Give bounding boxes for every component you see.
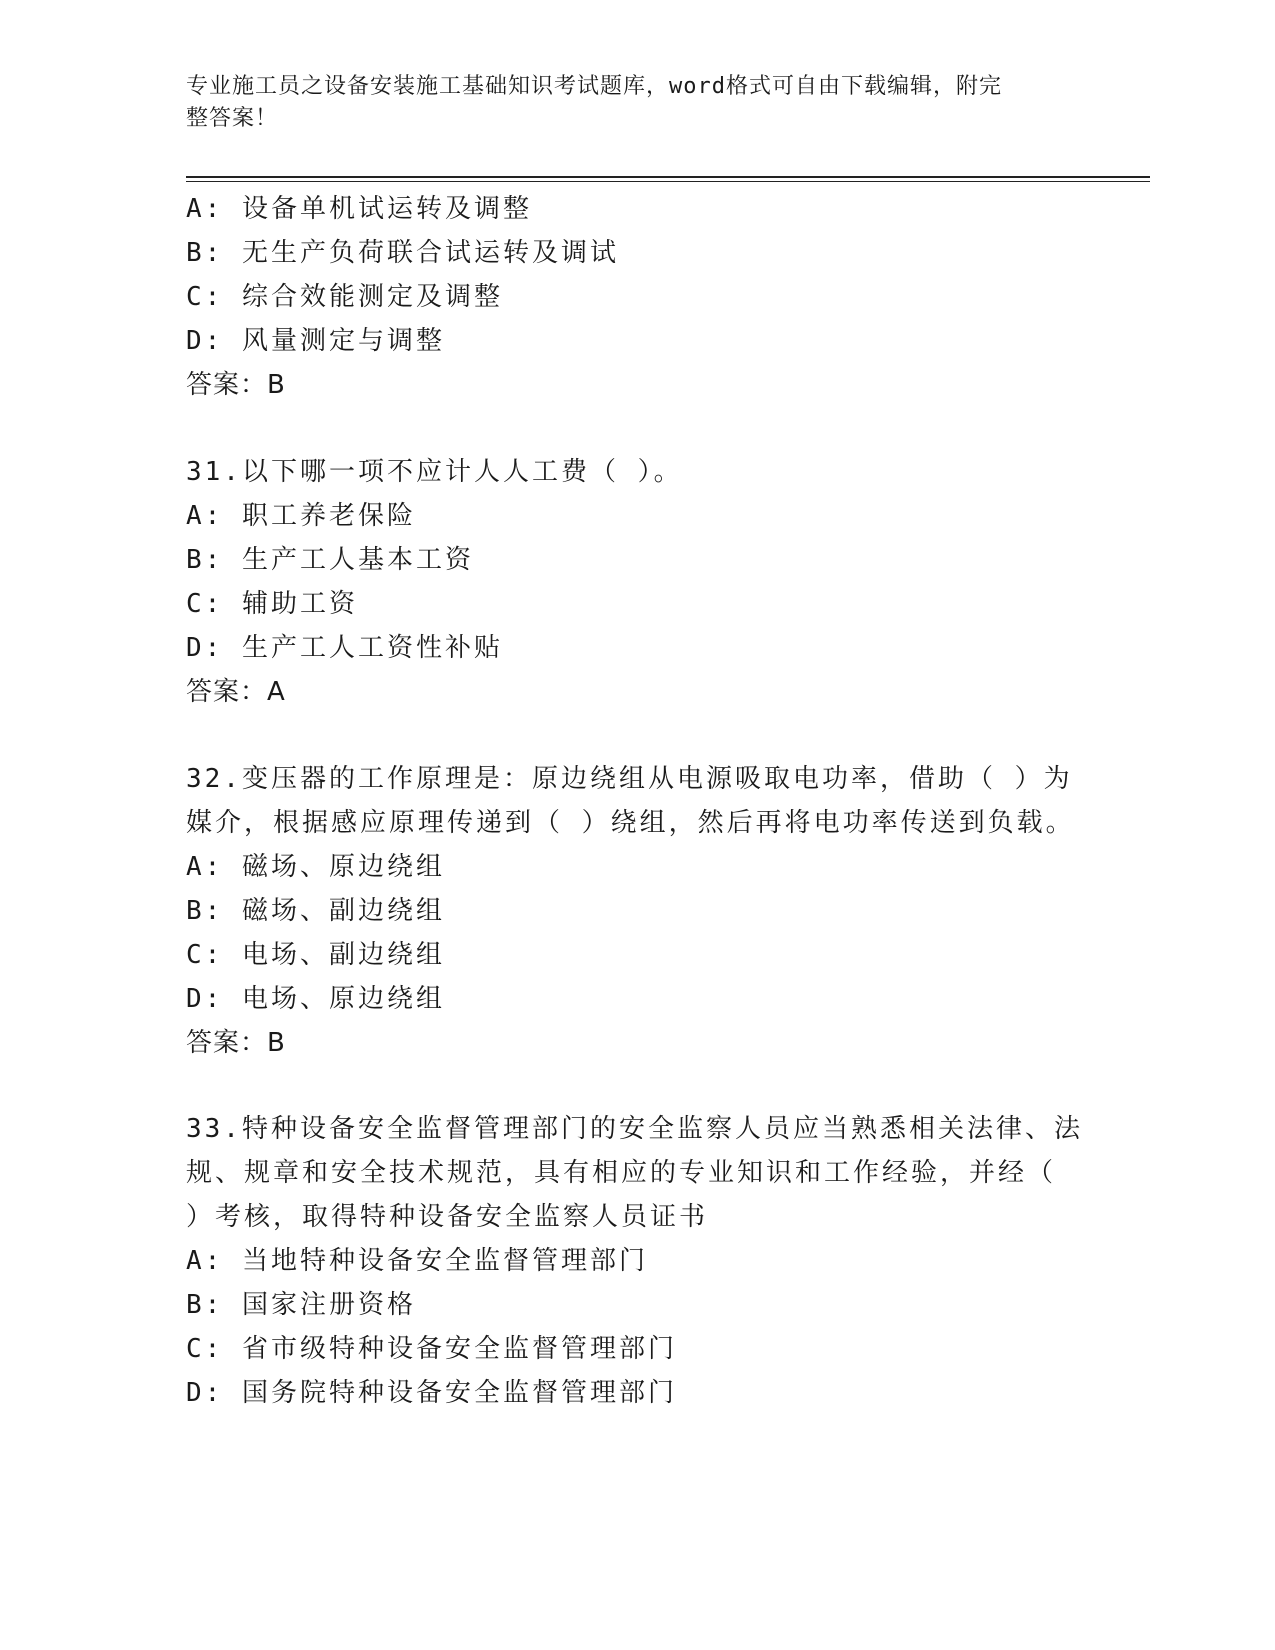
option-c: C: 辅助工资 <box>186 589 358 619</box>
question-32-text-cont: 媒介，根据感应原理传递到（ ）绕组，然后再将电功率传送到负载。 <box>186 808 1075 838</box>
answer-line: 答案：B <box>186 370 286 400</box>
question-33-text: 33.特种设备安全监督管理部门的安全监察人员应当熟悉相关法律、法 <box>186 1114 1083 1144</box>
header-rule-thin <box>186 181 1150 182</box>
option-a: A: 职工养老保险 <box>186 501 416 531</box>
question-31-text: 31.以下哪一项不应计人人工费（ ）。 <box>186 457 683 487</box>
option-b: B: 无生产负荷联合试运转及调试 <box>186 238 619 268</box>
question-33-text-cont: 规、规章和安全技术规范，具有相应的专业知识和工作经验，并经（ <box>186 1158 1057 1188</box>
option-a: A: 设备单机试运转及调整 <box>186 194 532 224</box>
option-b: B: 磁场、副边绕组 <box>186 896 445 926</box>
option-d: D: 生产工人工资性补贴 <box>186 633 503 663</box>
option-c: C: 电场、副边绕组 <box>186 940 445 970</box>
option-c: C: 综合效能测定及调整 <box>186 282 503 312</box>
document-header <box>186 71 1066 135</box>
option-a: A: 当地特种设备安全监督管理部门 <box>186 1246 648 1276</box>
option-b: B: 国家注册资格 <box>186 1290 416 1320</box>
option-c: C: 省市级特种设备安全监督管理部门 <box>186 1334 677 1364</box>
question-33-text-cont-2: ）考核，取得特种设备安全监察人员证书 <box>186 1202 709 1232</box>
answer-line: 答案：A <box>186 677 286 707</box>
header-rule-thick <box>186 176 1150 178</box>
answer-line: 答案：B <box>186 1028 286 1058</box>
option-d: D: 电场、原边绕组 <box>186 984 445 1014</box>
question-32-text: 32.变压器的工作原理是：原边绕组从电源吸取电功率，借助（ ）为 <box>186 764 1073 794</box>
option-d: D: 国务院特种设备安全监督管理部门 <box>186 1378 677 1408</box>
option-a: A: 磁场、原边绕组 <box>186 852 445 882</box>
option-b: B: 生产工人基本工资 <box>186 545 474 575</box>
header-line-2: 整答案！ <box>186 106 279 131</box>
option-d: D: 风量测定与调整 <box>186 326 445 356</box>
header-line-1: 专业施工员之设备安装施工基础知识考试题库，word格式可自由下载编辑，附完 <box>186 74 1002 99</box>
